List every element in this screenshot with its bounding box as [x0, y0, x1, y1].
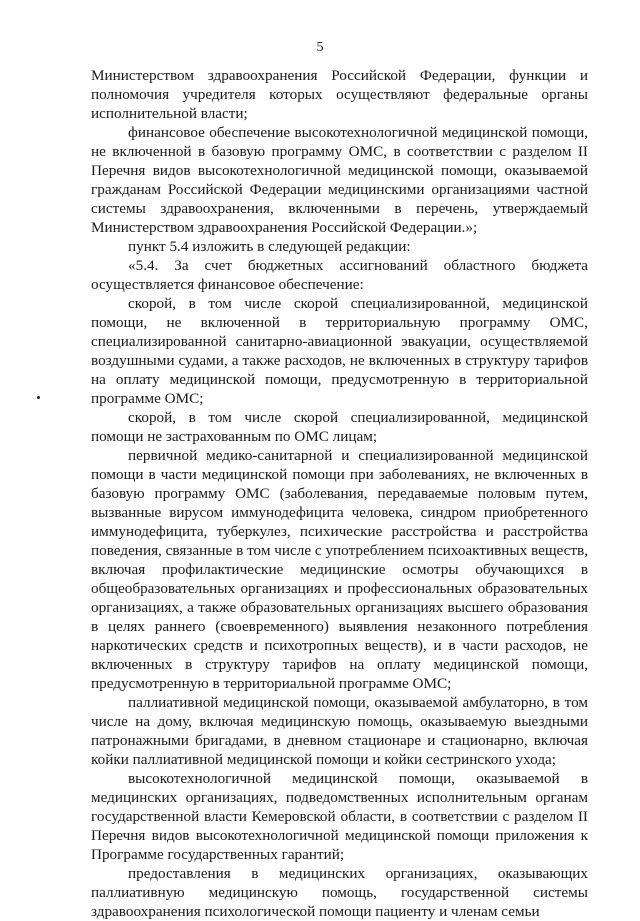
paragraph: финансовое обеспечение высокотехнологичной медицинской помощи, не включенной в базовую программу ОМС, в соответствии с разделом II Перечня видов высокотехнологичной медицинской помощи, оказываемой гражданам Российской Федерации медицинскими организациями частной системы здравоохранения, включенными в перечень, утверждаемый Министерством здравоохранения Российской Федерации.»; — [91, 124, 588, 236]
paragraph: паллиативной медицинской помощи, оказываемой амбулаторно, в том числе на дому, включая медицинскую помощь, оказываемую выездными патронажными бригадами, в дневном стационаре и стационарно, включая койки паллиативной медицинской помощи и койки сестринского ухода; — [91, 694, 588, 768]
paragraph: скорой, в том числе скорой специализированной, медицинской помощи не застрахованным по ОМС лицам; — [91, 409, 588, 445]
paragraph: пункт 5.4 изложить в следующей редакции: — [128, 238, 411, 255]
paragraph: скорой, в том числе скорой специализированной, медицинской помощи, не включенной в территориальную программу ОМС, специализированной санитарно-авиационной эвакуации, осуществляемой воздушными судами, а также расходов, не включенных в структуру тарифов на оплату медицинской помощи, предусмотренную в территориальной программе ОМС; — [91, 295, 588, 407]
page-number: 5 — [316, 40, 324, 55]
paragraph: Министерством здравоохранения Российской Федерации, функции и полномочия учредителя которых осуществляют федеральные органы исполнительной власти; — [91, 67, 588, 122]
document-body — [91, 66, 588, 921]
paragraph: «5.4. За счет бюджетных ассигнований областного бюджета осуществляется финансовое обеспечение: — [91, 257, 588, 293]
paragraph: предоставления в медицинских организациях, оказывающих паллиативную медицинскую помощь, государственной системы здравоохранения психологической помощи пациенту и членам семьи — [91, 865, 588, 920]
paragraph: первичной медико-санитарной и специализированной медицинской помощи в части медицинской помощи при заболеваниях, не включенных в базовую программу ОМС (заболевания, передаваемые половым путем, вызванные вирусом иммунодефицита человека, синдром приобретенного иммунодефицита, туберкулез, психические расстройства и расстройства поведения, связанные в том числе с употреблением психоактивных веществ, включая профилактические медицинские осмотры обучающихся в общеобразовательных организациях и профессиональных образовательных организациях, а также образовательных организациях высшего образования в целях раннего (своевременного) выявления незаконного потребления наркотических средств и психотропных веществ), и в части расходов, не включенных в структуру тарифов на оплату медицинской помощи, предусмотренную в территориальной программе ОМС; — [91, 447, 588, 692]
margin-mark — [37, 396, 40, 399]
paragraph: высокотехнологичной медицинской помощи, оказываемой в медицинских организациях, подведомственных исполнительным органам государственной власти Кемеровской области, в соответствии с разделом II Перечня видов высокотехнологичной медицинской помощи приложения к Программе государственных гарантий; — [91, 770, 588, 863]
